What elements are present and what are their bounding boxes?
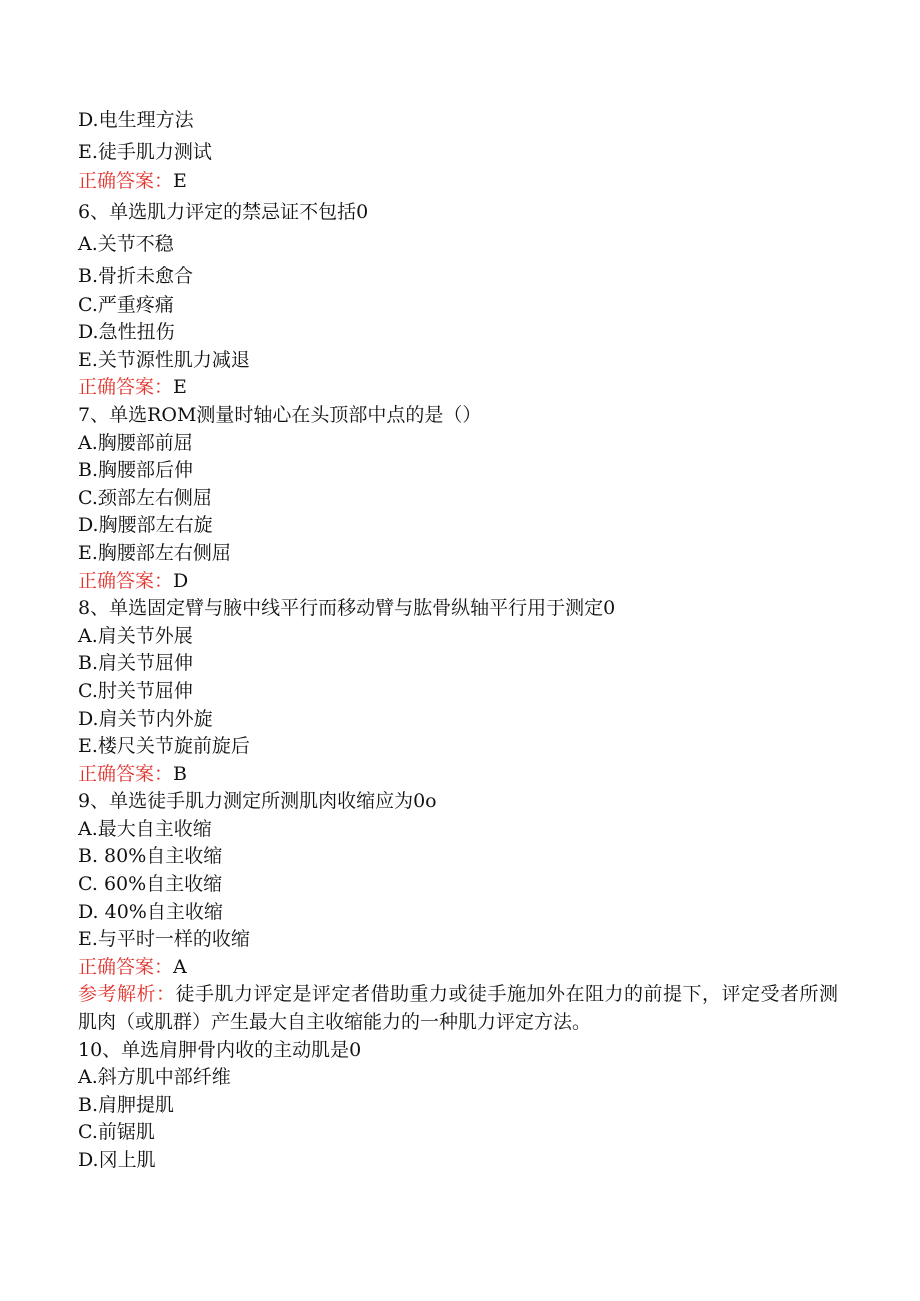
- option-d: D.冈上肌: [78, 1149, 156, 1171]
- option-d: D.胸腰部左右旋: [78, 514, 213, 537]
- option-c: C.前锯肌: [78, 1121, 155, 1144]
- option-e: E.徒手肌力测试: [78, 141, 212, 163]
- option-a: A.最大自主收缩: [78, 817, 212, 840]
- option-d: D.肩关节内外旋: [78, 707, 213, 730]
- option-c: C. 60%自主收缩: [78, 873, 223, 896]
- answer-value: E: [173, 376, 187, 399]
- option-b: B.胸腰部后伸: [78, 459, 194, 482]
- option-b: B.肩关节屈伸: [78, 652, 194, 675]
- analysis-text: 徒手肌力评定是评定者借助重力或徒手施加外在阻力的前提下，评定受者所测肌肉（或肌群）产生最大自主收缩能力的一种肌力评定方法。: [78, 983, 838, 1034]
- answer-value: A: [173, 955, 187, 978]
- correct-answer: [78, 568, 838, 596]
- correct-answer: [78, 374, 838, 402]
- option-a: A.斜方肌中部纤维: [78, 1066, 231, 1089]
- option-a: A.肩关节外展: [78, 624, 193, 647]
- correct-answer: [78, 168, 838, 196]
- question-stem-8: 8、单选固定臂与腋中线平行而移动臂与肱骨纵轴平行用于测定0: [78, 597, 616, 620]
- option-d: D.电生理方法: [78, 109, 194, 131]
- option-a: A.胸腰部前屈: [78, 431, 193, 454]
- option-b: B.肩胛提肌: [78, 1093, 175, 1116]
- answer-value: B: [173, 762, 187, 785]
- answer-label: 正确答案：: [78, 569, 174, 592]
- answer-label: 正确答案：: [78, 955, 174, 978]
- option-c: C.肘关节屈伸: [78, 679, 193, 702]
- option-e: E.胸腰部左右侧屈: [78, 541, 231, 564]
- question-stem-6: 6、单选肌力评定的禁忌证不包括0: [78, 200, 369, 223]
- option-e: E.与平时一样的收缩: [78, 928, 250, 951]
- option-b: B. 80%自主收缩: [78, 845, 223, 868]
- reference-analysis: [78, 981, 838, 1036]
- answer-value: E: [173, 170, 187, 192]
- option-c: C.严重疼痛: [78, 293, 174, 316]
- option-c: C.颈部左右侧屈: [78, 486, 212, 509]
- option-e: E.楼尺关节旋前旋后: [78, 735, 250, 758]
- answer-value: D: [173, 569, 189, 592]
- document-page: [78, 104, 838, 1175]
- option-b: B.骨折未愈合: [78, 264, 194, 287]
- option-a: A.关节不稳: [78, 232, 174, 255]
- option-d: D. 40%自主收缩: [78, 900, 223, 923]
- correct-answer: [78, 761, 838, 789]
- answer-label: 正确答案：: [78, 376, 174, 399]
- option-d: D.急性扭伤: [78, 321, 175, 344]
- answer-label: 正确答案：: [78, 170, 174, 192]
- question-stem-10: 10、单选肩胛骨内收的主动肌是0: [78, 1038, 362, 1061]
- correct-answer: [78, 954, 838, 982]
- question-stem-7: 7、单选ROM测量时轴心在头顶部中点的是（）: [78, 403, 482, 426]
- option-e: E.关节源性肌力减退: [78, 348, 250, 371]
- answer-label: 正确答案：: [78, 762, 174, 785]
- question-stem-9: 9、单选徒手肌力测定所测肌肉收缩应为0o: [78, 790, 437, 813]
- analysis-label: 参考解析：: [78, 983, 176, 1006]
